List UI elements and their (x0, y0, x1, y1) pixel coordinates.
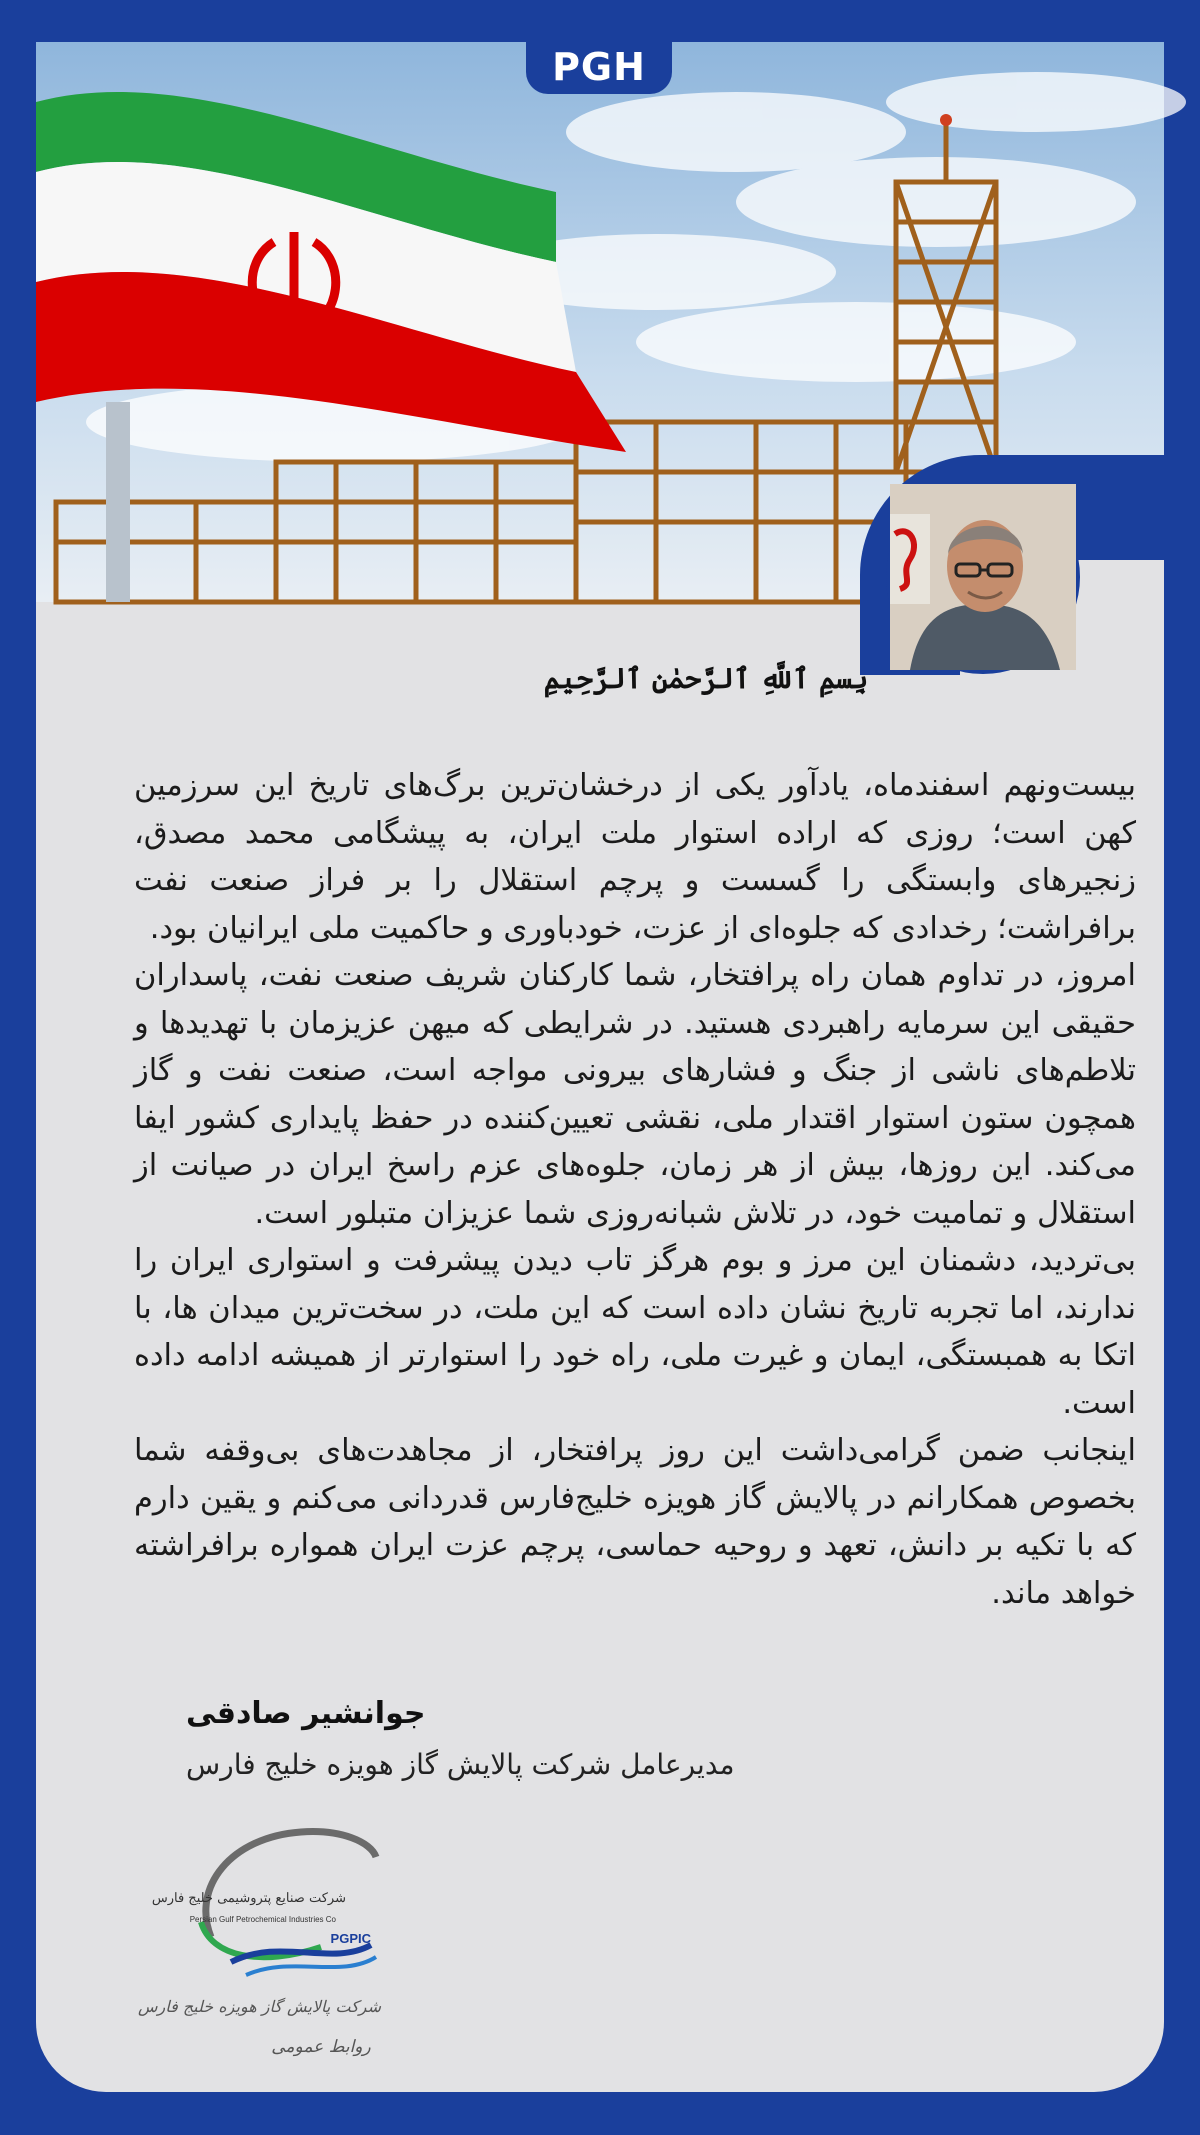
paragraph-1: بیست‌ونهم اسفندماه، یادآور یکی از درخشان‌ترین برگ‌های تاریخ این سرزمین کهن است؛ روزی که اراده استوار ملت ایران، به پیشگامی محمد مصدق، زنجیرهای وابستگی را گسست و پرچم استقلال را بر فراز صنعت نفت برافراشت؛ رخدادی که جلوه‌ای از عزت، خودباوری و حاکمیت ملی ایرانیان بود. (134, 768, 1136, 946)
pgh-badge: PGH (526, 42, 672, 94)
logo-abbr: PGPIC (330, 1931, 371, 1946)
ceo-portrait (886, 480, 1080, 674)
company-logo (137, 1817, 411, 2097)
signer-title: مدیرعامل شرکت پالایش گاز هویزه خلیج فارس (186, 1748, 735, 1781)
paragraph-2: امروز، در تداوم همان راه پرافتخار، شما کارکنان شریف صنعت نفت، پاسداران حقیقی این سرمایه راهبردی هستید. در شرایطی که میهن عزیزمان با تهدیدها و تلاطم‌های ناشی از جنگ و فشارهای بیرونی مواجه است، صنعت نفت و گاز همچون ستون استوار اقتدار ملی، نقشی تعیین‌کننده در حفظ پایداری کشور ایفا می‌کند. این روزها، بیش از هر زمان، جلوه‌های عزم راسخ ایران در صیانت از استقلال و تمامیت خود، در تلاش شبانه‌روزی شما عزیزان متبلور است. (134, 958, 1136, 1231)
message-body (134, 762, 1136, 1617)
announcement-card (36, 42, 1164, 2092)
basmala-heading: بِسمِ ٱللَّهِ ٱلرَّحمٰنِ ٱلرَّحِیمِ (543, 662, 869, 695)
pgpic-logo-mark (137, 1817, 411, 2097)
logo-company-en: Persian Gulf Petrochemical Industries Co (189, 1915, 336, 1924)
paragraph-3: بی‌تردید، دشمنان این مرز و بوم هرگز تاب دیدن پیشرفت و استواری ایران را ندارند، اما تجربه تاریخ نشان داده است که این ملت، در سخت‌ترین میدان ها، با اتکا به همبستگی، ایمان و غیرت ملی، راه خود را استوارتر از همیشه ادامه داده است. (134, 1243, 1136, 1421)
avatar (890, 484, 1076, 670)
logo-dept-fa: روابط عمومی (271, 2037, 371, 2057)
logo-company-fa: شرکت صنایع پتروشیمی خلیج فارس (151, 1891, 346, 1906)
logo-refinery-fa: شرکت پالایش گاز هویزه خلیج فارس (137, 1997, 381, 2016)
paragraph-4: اینجانب ضمن گرامی‌داشت این روز پرافتخار، از مجاهدت‌های بی‌وقفه شما بخصوص همکارانم در پالایش گاز هویزه خلیج‌فارس قدردانی می‌کنم و یقین دارم که با تکیه بر دانش، تعهد و روحیه حماسی، پرچم عزت ایران همواره برافراشته خواهد ماند. (134, 1433, 1136, 1611)
signer-name: جوانشیر صادقی (186, 1696, 426, 1731)
